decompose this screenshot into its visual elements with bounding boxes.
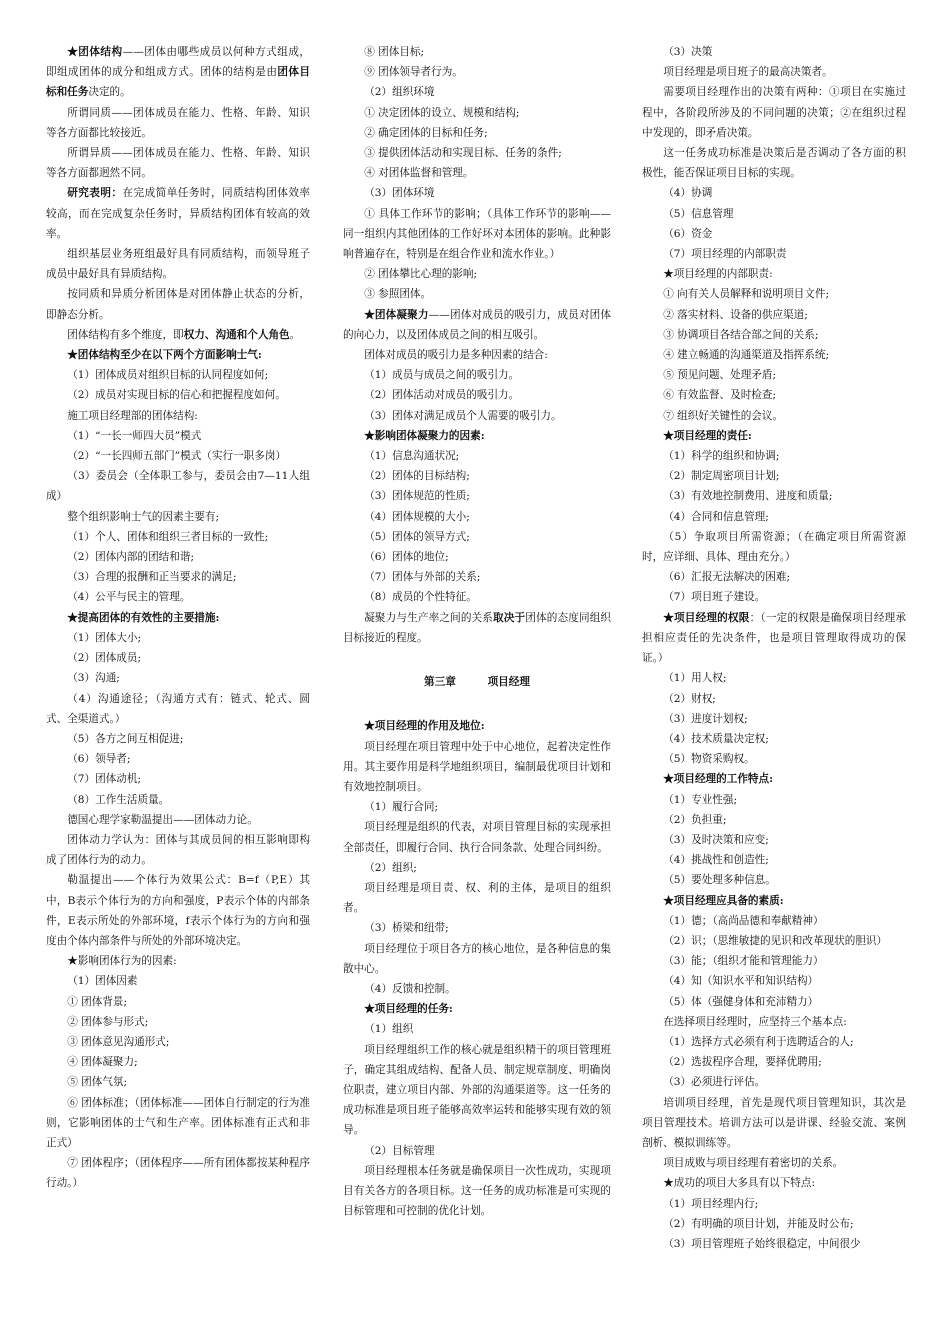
- text-paragraph: ③ 协调项目各结合部之间的关系;: [663, 328, 819, 341]
- text-paragraph: （1）组织: [364, 1023, 414, 1036]
- text-paragraph: （2）组织环境: [364, 86, 435, 99]
- text-paragraph: ① 向有关人员解释和说明项目文件;: [663, 288, 830, 301]
- text-paragraph: 在选择项目经理时，应坚持三个基本点:: [663, 1015, 847, 1028]
- section-heading: ★提高团体的有效性的主要措施:: [67, 611, 220, 624]
- text-paragraph: ★团体凝聚力——团体对成员的吸引力，成员对团体的向心力，以及团体成员之间的相互吸引。: [343, 308, 612, 341]
- text-paragraph: 施工项目经理部的团体结构:: [67, 409, 198, 422]
- text-paragraph: 整个组织影响士气的因素主要有;: [67, 510, 220, 523]
- text-paragraph: ★成功的项目大多具有以下特点:: [663, 1177, 816, 1190]
- text-paragraph: ⑤ 团体气氛;: [67, 1076, 128, 1089]
- text-paragraph: 项目经理根本任务就是确保项目一次性成功，实现项目有关各方的各项目标。这一任务的成功标准是可实现的目标管理和可控制的优化计划。: [343, 1164, 611, 1218]
- text-paragraph: （7）团体与外部的关系;: [364, 571, 481, 584]
- text-paragraph: （4）反馈和控制。: [364, 982, 456, 995]
- text-paragraph: ⑦ 组织好关键性的会议。: [663, 409, 784, 422]
- text-paragraph: 培训项目经理，首先是现代项目管理知识，其次是项目管理技术。培训方法可以是讲课、经验交流、案例剖析、模拟训练等。: [642, 1096, 906, 1149]
- text-paragraph: （2）团体内部的团结和谐;: [67, 551, 195, 564]
- text-paragraph: ① 团体背景;: [67, 995, 128, 1008]
- text-paragraph: ⑤ 预见问题、处理矛盾;: [663, 369, 777, 382]
- text-paragraph: （5）要处理多种信息。: [663, 874, 776, 887]
- text-paragraph: 团体结构有多个维度，即权力、沟通和个人角色。: [67, 328, 301, 341]
- text-paragraph: 项目经理是项目责、权、利的主体，是项目的组织者。: [343, 881, 611, 915]
- text-paragraph: ⑧ 团体目标;: [364, 46, 425, 58]
- text-paragraph: （3）团体环境: [364, 187, 435, 200]
- text-paragraph: 这一任务成功标准是决策后是否调动了各方面的积极性，能否保证项目目标的实现。: [642, 147, 906, 180]
- text-paragraph: ② 确定团体的目标和任务;: [364, 126, 488, 139]
- section-heading: ★项目经理的工作特点:: [663, 773, 774, 786]
- text-paragraph: ★影响团体行为的因素:: [67, 955, 177, 968]
- section-heading: ★项目经理应具备的素质:: [663, 894, 784, 907]
- text-paragraph: ④ 建立畅通的沟通渠道及指挥系统;: [663, 349, 830, 362]
- text-paragraph: ③ 参照团体。: [364, 288, 432, 301]
- text-paragraph: （4）挑战性和创造性;: [663, 854, 769, 867]
- text-paragraph: （1）信息沟通状况;: [364, 450, 460, 463]
- text-paragraph: （1）用人权;: [663, 672, 727, 685]
- text-paragraph: 按同质和异质分析团体是对团体静止状态的分析，即静态分析。: [46, 288, 310, 321]
- text-paragraph: 勒温提出——个体行为效果公式：B=f（P,E）其中，B表示个体行为的方向和强度，P表示个体的内部条件，E表示所处的外部环境，f表示个体行为的方向和强度由个体内部条件与所处的外部环境决定。: [46, 874, 310, 947]
- text-column-middle: [343, 42, 611, 1221]
- text-paragraph: ④ 对团体监督和管理。: [364, 167, 474, 180]
- text-paragraph: （2）目标管理: [364, 1144, 435, 1157]
- text-paragraph: （1）个人、团体和组织三者目标的一致性;: [67, 530, 269, 543]
- text-paragraph: （1）项目经理内行;: [663, 1197, 759, 1210]
- text-paragraph: ② 团体攀比心理的影响;: [364, 268, 478, 281]
- text-paragraph: （3）决策: [663, 46, 713, 58]
- text-paragraph: （6）汇报无法解决的困难;: [663, 571, 791, 584]
- text-paragraph: （8）工作生活质量。: [67, 793, 170, 806]
- section-heading: ★团体结构至少在以下两个方面影响士气:: [67, 349, 262, 362]
- text-paragraph: （3）委员会（全体职工参与，委员会由7—11人组成）: [46, 470, 310, 503]
- text-paragraph: （3）有效地控制费用、进度和质量;: [663, 490, 833, 503]
- text-paragraph: （4）团体规模的大小;: [364, 510, 470, 523]
- text-paragraph: （4）技术质量决定权;: [663, 732, 769, 745]
- text-paragraph: 凝聚力与生产率之间的关系取决于团体的态度同组织目标接近的程度。: [343, 611, 612, 644]
- text-paragraph: ⑨ 团体领导者行为。: [364, 66, 463, 79]
- text-paragraph: （5）团体的领导方式;: [364, 530, 470, 543]
- text-paragraph: 项目经理组织工作的核心就是组织精干的项目管理班子，确定其组成结构、配备人员、制定规章制度、明确岗位职责，建立项目内部、外部的沟通渠道等。这一任务的成功标准是项目班子能够高效率运转和能够实现有效的领导。: [343, 1043, 611, 1137]
- text-paragraph: （3）合理的报酬和正当要求的满足;: [67, 571, 237, 584]
- text-paragraph: 组织基层业务班组最好具有同质结构，而领导班子成员中最好具有异质结构。: [46, 248, 310, 281]
- text-paragraph: （6）团体的地位;: [364, 551, 449, 564]
- text-paragraph: ★项目经理的权限：（一定的权限是确保项目经理承担相应责任的先决条件，也是项目管理取得成功的保证。）: [642, 611, 907, 665]
- section-heading: ★项目经理的作用及地位:: [364, 720, 485, 733]
- text-paragraph: 所谓同质——团体成员在能力、性格、年龄、知识等各方面都比较接近。: [46, 106, 310, 139]
- text-paragraph: （2）“一长四师五部门”模式（实行一职多岗）: [67, 450, 287, 463]
- text-paragraph: （6）领导者;: [67, 753, 131, 766]
- text-paragraph: （2）组织;: [364, 861, 417, 874]
- text-paragraph: （4）协调: [663, 187, 713, 200]
- text-paragraph: ④ 团体凝聚力;: [67, 1056, 138, 1069]
- text-paragraph: 项目经理是项目班子的最高决策者。: [663, 66, 833, 79]
- text-paragraph: （1）团体大小;: [67, 631, 142, 644]
- text-paragraph: （3）沟通;: [67, 672, 120, 685]
- text-paragraph: （3）团体规范的性质;: [364, 490, 470, 503]
- text-paragraph: ③ 团体意见沟通形式;: [67, 1035, 170, 1048]
- text-paragraph: （4）沟通途径；（沟通方式有：链式、轮式、圆式、全渠道式。）: [46, 692, 310, 725]
- text-paragraph: （1）德；（高尚品德和奉献精神）: [663, 914, 824, 927]
- section-heading: ★项目经理的责任:: [663, 429, 752, 442]
- text-paragraph: （6）资金: [663, 227, 713, 240]
- text-paragraph: （2）选拔程序合理，要择优聘用;: [663, 1056, 822, 1069]
- text-paragraph: （5）信息管理: [663, 207, 734, 220]
- text-paragraph: ⑦ 团体程序；（团体程序——所有团体都按某种程序行动。）: [46, 1157, 310, 1190]
- text-paragraph: （1）选择方式必须有利于选聘适合的人;: [663, 1035, 854, 1048]
- text-paragraph: （7）团体动机;: [67, 773, 142, 786]
- chapter-title: 第三章 项目经理: [424, 676, 530, 689]
- text-paragraph: ★团体结构——团体由哪些成员以何种方式组成，即组成团体的成分和组成方式。团体的结构是由团体目标和任务决定的。: [46, 46, 311, 99]
- text-paragraph: （3）及时决策和应变;: [663, 833, 769, 846]
- text-paragraph: 团体对成员的吸引力是多种因素的结合:: [364, 349, 548, 362]
- text-paragraph: （7）项目经理的内部职责: [663, 248, 787, 261]
- text-paragraph: （3）必须进行评估。: [663, 1076, 766, 1089]
- text-paragraph: （4）公平与民主的管理。: [67, 591, 191, 604]
- text-paragraph: （3）项目管理班子始终很稳定，中间很少: [663, 1237, 861, 1250]
- text-paragraph: （8）成员的个性特征。: [364, 591, 477, 604]
- text-paragraph: （1）团体因素: [67, 975, 138, 988]
- text-paragraph: （1）团体成员对组织目标的认同程度如何;: [67, 369, 269, 382]
- text-paragraph: （2）团体活动对成员的吸引力。: [364, 389, 520, 402]
- text-paragraph: （3）团体对满足成员个人需要的吸引力。: [364, 409, 562, 422]
- text-paragraph: （4）合同和信息管理;: [663, 510, 769, 523]
- text-paragraph: （5）体（强健身体和充沛精力）: [663, 995, 819, 1008]
- text-paragraph: 项目经理位于项目各方的核心地位，是各种信息的集散中心。: [343, 942, 611, 975]
- text-paragraph: ★项目经理的内部职责:: [663, 268, 773, 281]
- text-paragraph: （7）项目班子建设。: [663, 591, 766, 604]
- text-paragraph: （1）“一长一师四大员”模式: [67, 429, 202, 442]
- text-paragraph: ③ 提供团体活动和实现目标、任务的条件;: [364, 147, 562, 160]
- text-paragraph: （2）负担重;: [663, 813, 727, 826]
- text-paragraph: （3）进度计划权;: [663, 712, 748, 725]
- text-paragraph: （2）有明确的项目计划，并能及时公布;: [663, 1217, 854, 1230]
- text-paragraph: ② 团体参与形式;: [67, 1015, 149, 1028]
- text-paragraph: （2）团体的目标结构;: [364, 470, 470, 483]
- text-paragraph: （1）成员与成员之间的吸引力。: [364, 369, 520, 382]
- text-paragraph: （2）团体成员;: [67, 652, 142, 665]
- text-paragraph: 项目成败与项目经理有着密切的关系。: [663, 1157, 844, 1170]
- text-paragraph: （1）科学的组织和协调;: [663, 450, 780, 463]
- text-paragraph: （4）知（知识水平和知识结构）: [663, 975, 819, 988]
- section-heading: ★影响团体凝聚力的因素:: [364, 429, 485, 442]
- text-paragraph: （2）成员对实现目标的信心和把握程度如何。: [67, 389, 286, 402]
- text-paragraph: （5）争取项目所需资源；（在确定项目所需资源时，应详细、具体、理由充分。）: [642, 530, 906, 564]
- text-paragraph: （1）专业性强;: [663, 793, 738, 806]
- text-paragraph: ② 落实材料、设备的供应渠道;: [663, 308, 808, 321]
- text-paragraph: （5）各方之间互相促进;: [67, 732, 184, 745]
- text-paragraph: （2）财权;: [663, 692, 716, 705]
- text-paragraph: 需要项目经理作出的决策有两种：①项目在实施过程中，各阶段所涉及的不同问题的决策；②在组织过程中发现的，即矛盾决策。: [642, 86, 906, 139]
- text-paragraph: ⑥ 团体标准；（团体标准——团体自行制定的行为准则，它影响团体的士气和生产率。团体标准有正式和非正式）: [46, 1096, 310, 1149]
- text-paragraph: 研究表明：在完成简单任务时，同质结构团体效率较高，而在完成复杂任务时，异质结构团体有较高的效率。: [46, 187, 311, 240]
- text-paragraph: ⑥ 有效监督、及时检查;: [663, 389, 777, 402]
- text-paragraph: （1）履行合同;: [364, 801, 439, 814]
- text-paragraph: 德国心理学家勒温提出——团体动力论。: [67, 813, 258, 826]
- section-heading: ★项目经理的任务:: [364, 1003, 453, 1016]
- text-paragraph: ① 具体工作环节的影响；（具体工作环节的影响——同一组织内其他团体的工作好坏对本团体的影响。此种影响普遍存在，特别是在组合作业和流水作业。）: [343, 207, 611, 261]
- text-paragraph: （3）能；（组织才能和管理能力）: [663, 955, 824, 968]
- text-paragraph: 项目经理在项目管理中处于中心地位，起着决定性作用。其主要作用是科学地组织项目，编制最优项目计划和有效地控制项目。: [343, 740, 611, 793]
- text-paragraph: （3）桥梁和纽带;: [364, 922, 449, 935]
- text-paragraph: ① 决定团体的设立、规模和结构;: [364, 106, 520, 119]
- text-paragraph: （5）物资采购权。: [663, 753, 755, 766]
- text-paragraph: 项目经理是组织的代表，对项目管理目标的实现承担全部责任，即履行合同、执行合同条款、处理合同纠纷。: [343, 821, 611, 854]
- text-column-left: [46, 42, 310, 1194]
- text-column-right: [642, 42, 906, 1254]
- text-paragraph: （2）识；（思维敏捷的见识和改革现状的胆识）: [663, 934, 888, 947]
- text-paragraph: （2）制定周密项目计划;: [663, 470, 780, 483]
- text-paragraph: 所谓异质——团体成员在能力、性格、年龄、知识等各方面都迥然不同。: [46, 147, 310, 180]
- text-paragraph: 团体动力学认为：团体与其成员间的相互影响即构成了团体行为的动力。: [46, 833, 310, 867]
